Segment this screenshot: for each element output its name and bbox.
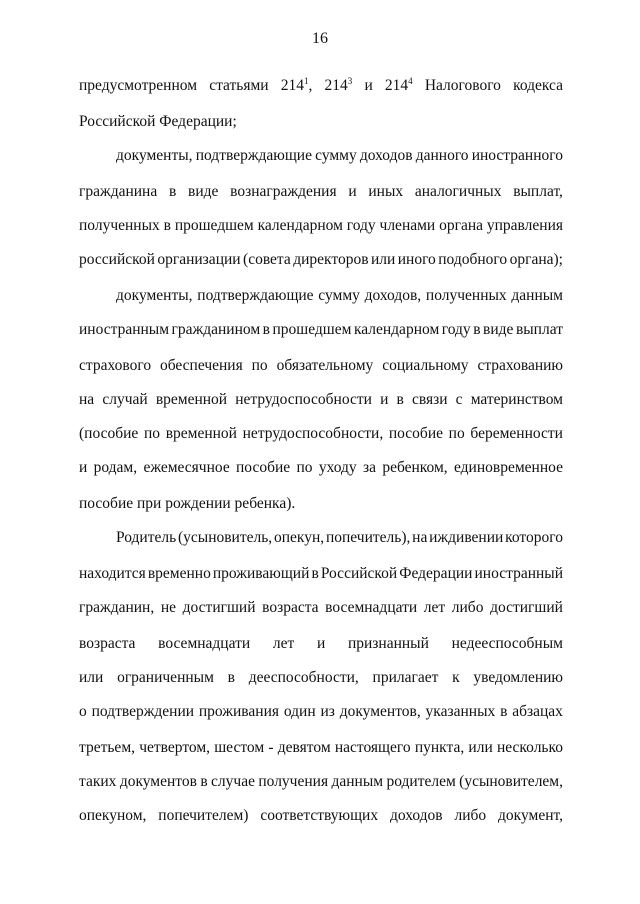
word: виде <box>188 183 219 200</box>
word: пособие <box>388 425 443 442</box>
word: по <box>143 425 161 442</box>
word: страхованию <box>477 357 563 374</box>
word: за <box>362 459 376 476</box>
word: подтверждении <box>91 703 195 720</box>
word: иностранный <box>474 565 563 582</box>
word: один <box>283 703 316 720</box>
text-line <box>79 772 563 792</box>
word: материнством <box>470 391 563 408</box>
word: проживания <box>198 703 280 720</box>
word: абзацах <box>512 703 563 720</box>
word: гражданина <box>79 183 158 200</box>
text-line <box>79 598 563 618</box>
word: четвертом, <box>139 739 211 756</box>
text-line <box>79 390 563 410</box>
word: лет <box>272 635 295 652</box>
word: Российской <box>320 565 398 582</box>
text-line <box>79 250 563 270</box>
word: и <box>364 77 373 94</box>
word: Налогового <box>424 77 501 94</box>
text-line <box>79 216 563 236</box>
word: в <box>396 391 404 408</box>
word: данным <box>331 773 384 790</box>
word: сумму <box>318 287 360 304</box>
word: подтверждающие <box>197 287 314 304</box>
text-line <box>116 146 563 166</box>
word: (пособие <box>79 425 139 442</box>
word: доходов, <box>364 287 422 304</box>
word: находится <box>79 565 146 582</box>
word: прошедшем <box>174 217 254 234</box>
word: $214^4$ <box>384 75 413 94</box>
word: органа); <box>509 251 563 268</box>
word: доходов <box>359 147 413 164</box>
text-line <box>79 458 563 478</box>
word: проживающий <box>212 565 310 582</box>
word: полученных <box>425 287 507 304</box>
word: родителем <box>386 773 456 790</box>
word: девятом <box>277 739 331 756</box>
word: доходов <box>389 807 443 824</box>
text-line <box>79 806 563 826</box>
word: соответствующих <box>260 807 379 824</box>
text-line <box>79 320 563 340</box>
word: прошедшем <box>272 321 352 338</box>
word: Федерации <box>399 565 473 582</box>
word: в <box>500 703 508 720</box>
word: в <box>227 669 235 686</box>
word: пособие <box>236 459 291 476</box>
word: нетрудоспособности <box>235 391 372 408</box>
word: $214^3$ <box>324 75 353 94</box>
word: либо <box>454 807 487 824</box>
word: социальному <box>382 357 469 374</box>
word: из <box>320 703 335 720</box>
word: дееспособности, <box>248 669 359 686</box>
word: выплат, <box>513 183 563 200</box>
word: возраста <box>262 599 319 616</box>
word: ежемесячное <box>143 459 230 476</box>
word: иного <box>397 251 436 268</box>
word: связи <box>411 391 448 408</box>
word: подтверждающие <box>195 147 312 164</box>
word: документов, <box>339 703 421 720</box>
word: родам, <box>93 459 138 476</box>
word: календарном <box>257 217 343 234</box>
word: признанный <box>347 635 429 652</box>
word: в <box>311 565 319 582</box>
word: единовременное <box>454 459 563 476</box>
word: или <box>370 251 396 268</box>
text-line <box>79 182 563 202</box>
word: лет <box>423 599 446 616</box>
word: ребенком, <box>382 459 448 476</box>
word: опекун, <box>273 529 325 546</box>
word: $214^1$, <box>280 75 313 94</box>
word: прилагает <box>372 669 439 686</box>
word: иностранным <box>79 321 170 338</box>
word: документы, <box>116 287 193 304</box>
word: сумму <box>315 147 357 164</box>
word: в <box>163 217 171 234</box>
word: - <box>268 739 274 756</box>
word: российской <box>79 251 155 268</box>
word: членами <box>379 217 436 234</box>
text-line: пособие при рождении ребенка). <box>79 495 296 512</box>
word: иных <box>368 183 404 200</box>
word: гражданином <box>171 321 261 338</box>
word: пункта, <box>414 739 465 756</box>
word: вознаграждения <box>230 183 337 200</box>
word: и <box>316 635 326 652</box>
word: кодекса <box>513 77 563 94</box>
text-line <box>79 738 563 758</box>
text-line <box>79 76 563 96</box>
word: иностранного <box>471 147 563 164</box>
word: возраста <box>79 635 136 652</box>
word: достигший <box>490 599 563 616</box>
word: случае <box>211 773 255 790</box>
word: к <box>452 669 460 686</box>
word: году <box>346 217 376 234</box>
word: документ, <box>498 807 563 824</box>
word: полученных <box>79 217 160 234</box>
word: документов <box>119 773 197 790</box>
word: шестом <box>214 739 265 756</box>
word: уходу <box>318 459 357 476</box>
word: о <box>79 703 87 720</box>
word: настоящего <box>334 739 411 756</box>
word: и <box>348 183 357 200</box>
word: недееспособным <box>451 635 563 652</box>
word: не <box>160 599 177 616</box>
word: временной <box>165 425 237 442</box>
word: Родитель <box>116 529 177 546</box>
word: или <box>468 739 493 756</box>
word: попечитель), <box>325 529 411 546</box>
word: органа <box>439 217 484 234</box>
word: предусмотренном <box>79 77 198 94</box>
text-line <box>79 564 563 584</box>
word: на <box>412 529 428 546</box>
word: по <box>448 425 465 442</box>
word: которого <box>505 529 563 546</box>
text-line: Российской Федерации; <box>79 113 237 130</box>
word: восемнадцати <box>325 599 418 616</box>
word: и <box>380 391 389 408</box>
word: получения <box>258 773 329 790</box>
word: опекуном, <box>79 807 147 824</box>
word: с <box>455 391 463 408</box>
word: аналогичных <box>414 183 502 200</box>
word: управления <box>486 217 563 234</box>
text-line <box>116 286 563 306</box>
word: виде <box>483 321 514 338</box>
word: году <box>441 321 471 338</box>
word: в <box>262 321 270 338</box>
word: достигший <box>182 599 256 616</box>
word: обеспечения <box>159 357 243 374</box>
word: (усыновитель, <box>177 529 273 546</box>
word: временной <box>155 391 228 408</box>
word: данным <box>511 287 563 304</box>
word: документы, <box>116 147 193 164</box>
word: (совета <box>243 251 291 268</box>
word: временно <box>147 565 211 582</box>
word: по <box>296 459 313 476</box>
text-line <box>116 528 563 548</box>
word: календарном <box>353 321 440 338</box>
page-number: 16 <box>312 30 328 47</box>
word: иждивении <box>429 529 504 546</box>
word: и <box>79 459 88 476</box>
word: случай <box>102 391 148 408</box>
word: нетрудоспособности, <box>242 425 384 442</box>
word: в <box>168 183 177 200</box>
word: или <box>79 669 104 686</box>
word: попечителем) <box>158 807 249 824</box>
word: третьем, <box>79 739 135 756</box>
word: в <box>473 321 481 338</box>
word: таких <box>79 773 117 790</box>
word: страхового <box>79 357 152 374</box>
word: несколько <box>496 739 563 756</box>
word: уведомлению <box>473 669 563 686</box>
word: данного <box>415 147 469 164</box>
word: директоров <box>293 251 369 268</box>
word: либо <box>451 599 484 616</box>
word: подобного <box>438 251 508 268</box>
word: беременности <box>470 425 563 442</box>
word: восемнадцати <box>158 635 251 652</box>
word: обязательному <box>276 357 374 374</box>
word: организации <box>157 251 241 268</box>
text-line <box>79 702 563 722</box>
word: по <box>251 357 268 374</box>
text-line <box>79 668 563 688</box>
text-line <box>79 424 563 444</box>
word: (усыновителем, <box>459 773 563 790</box>
text-line <box>79 356 563 376</box>
word: на <box>79 391 95 408</box>
word: ограниченным <box>117 669 214 686</box>
word: в <box>200 773 208 790</box>
word: статьями <box>209 77 269 94</box>
word: указанных <box>425 703 496 720</box>
word: гражданин, <box>79 599 155 616</box>
text-line <box>79 634 563 654</box>
word: выплат <box>515 321 563 338</box>
